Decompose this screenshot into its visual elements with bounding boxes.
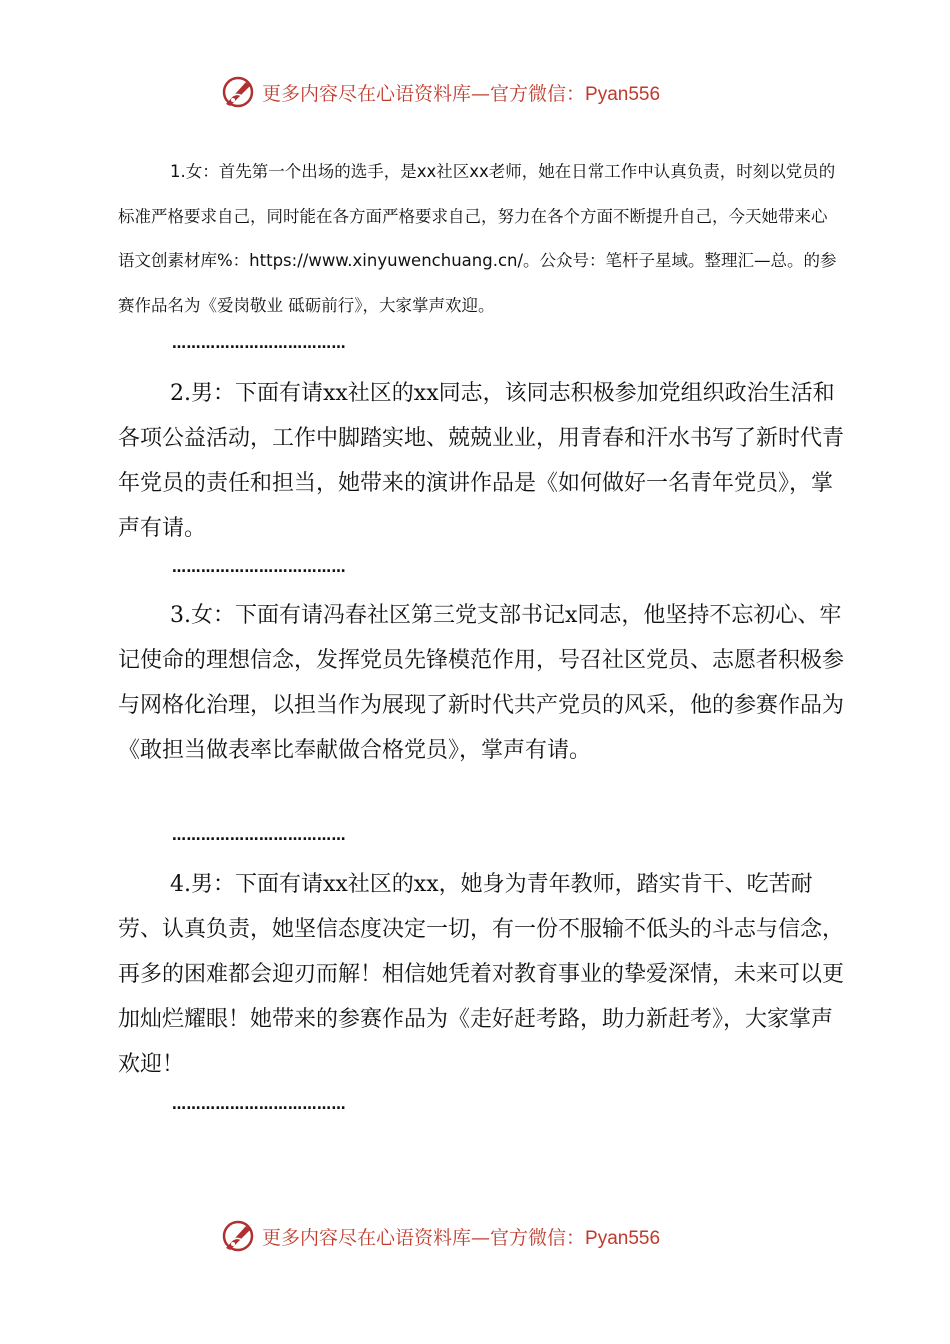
paragraph-2-text: 2.男：下面有请xx社区的xx同志，该同志积极参加党组织政治生活和各项公益活动，工作中脚踏实地、兢兢业业，用青春和汗水书写了新时代青年党员的责任和担当，她带来的演讲作品是《如何做好一名青年党员》，掌声有请。 — [118, 381, 845, 541]
banner-text — [262, 1223, 660, 1250]
banner-title: 更多内容尽在心语资料库—官方微信： — [262, 1226, 586, 1249]
banner-wechat-id: Pyan556 — [585, 83, 661, 105]
separator-dots-4: ……………………………… — [172, 1097, 346, 1113]
paragraph-3 — [118, 593, 848, 773]
banner-title: 更多内容尽在心语资料库—官方微信： — [262, 82, 586, 105]
paragraph-1-text: 1.女：首先第一个出场的选手，是xx社区xx老师，她在日常工作中认真负责，时刻以党员的标准严格要求自己，同时能在各方面严格要求自己，努力在各个方面不断提升自己，今天她带来心语文创素材库%：https://www.xinyuwenchuang.cn/。公众号：笔杆子星域。整理汇—总。的参赛作品名为《爱岗敬业 砥砺前行》，大家掌声欢迎。 — [118, 162, 837, 315]
paragraph-4 — [118, 862, 848, 1087]
paragraph-2 — [118, 371, 848, 551]
banner-text — [262, 79, 660, 106]
paragraph-3-text: 3.女：下面有请冯春社区第三党支部书记x同志，他坚持不忘初心、牢记使命的理想信念，发挥党员先锋模范作用，号召社区党员、志愿者积极参与网格化治理，以担当作为展现了新时代共产党员的风采，他的参赛作品为《敢担当做表率比奉献做合格党员》，掌声有请。 — [118, 603, 845, 763]
separator-dots-1: ……………………………… — [172, 336, 346, 352]
separator-dots-3: ……………………………… — [172, 828, 346, 844]
pen-logo-icon — [220, 1218, 256, 1254]
paragraph-4-text: 4.男：下面有请xx社区的xx，她身为青年教师，踏实肯干、吃苦耐劳、认真负责，她坚信态度决定一切，有一份不服输不低头的斗志与信念，再多的困难都会迎刃而解！相信她凭着对教育事业的挚爱深情，未来可以更加灿烂耀眼！她带来的参赛作品为《走好赶考路，助力新赶考》，大家掌声欢迎！ — [118, 872, 845, 1077]
footer-banner — [220, 1216, 740, 1256]
banner-wechat-id: Pyan556 — [585, 1227, 661, 1249]
paragraph-1 — [118, 150, 838, 328]
header-banner — [220, 72, 740, 112]
separator-dots-2: ……………………………… — [172, 560, 346, 576]
pen-logo-icon — [220, 74, 256, 110]
